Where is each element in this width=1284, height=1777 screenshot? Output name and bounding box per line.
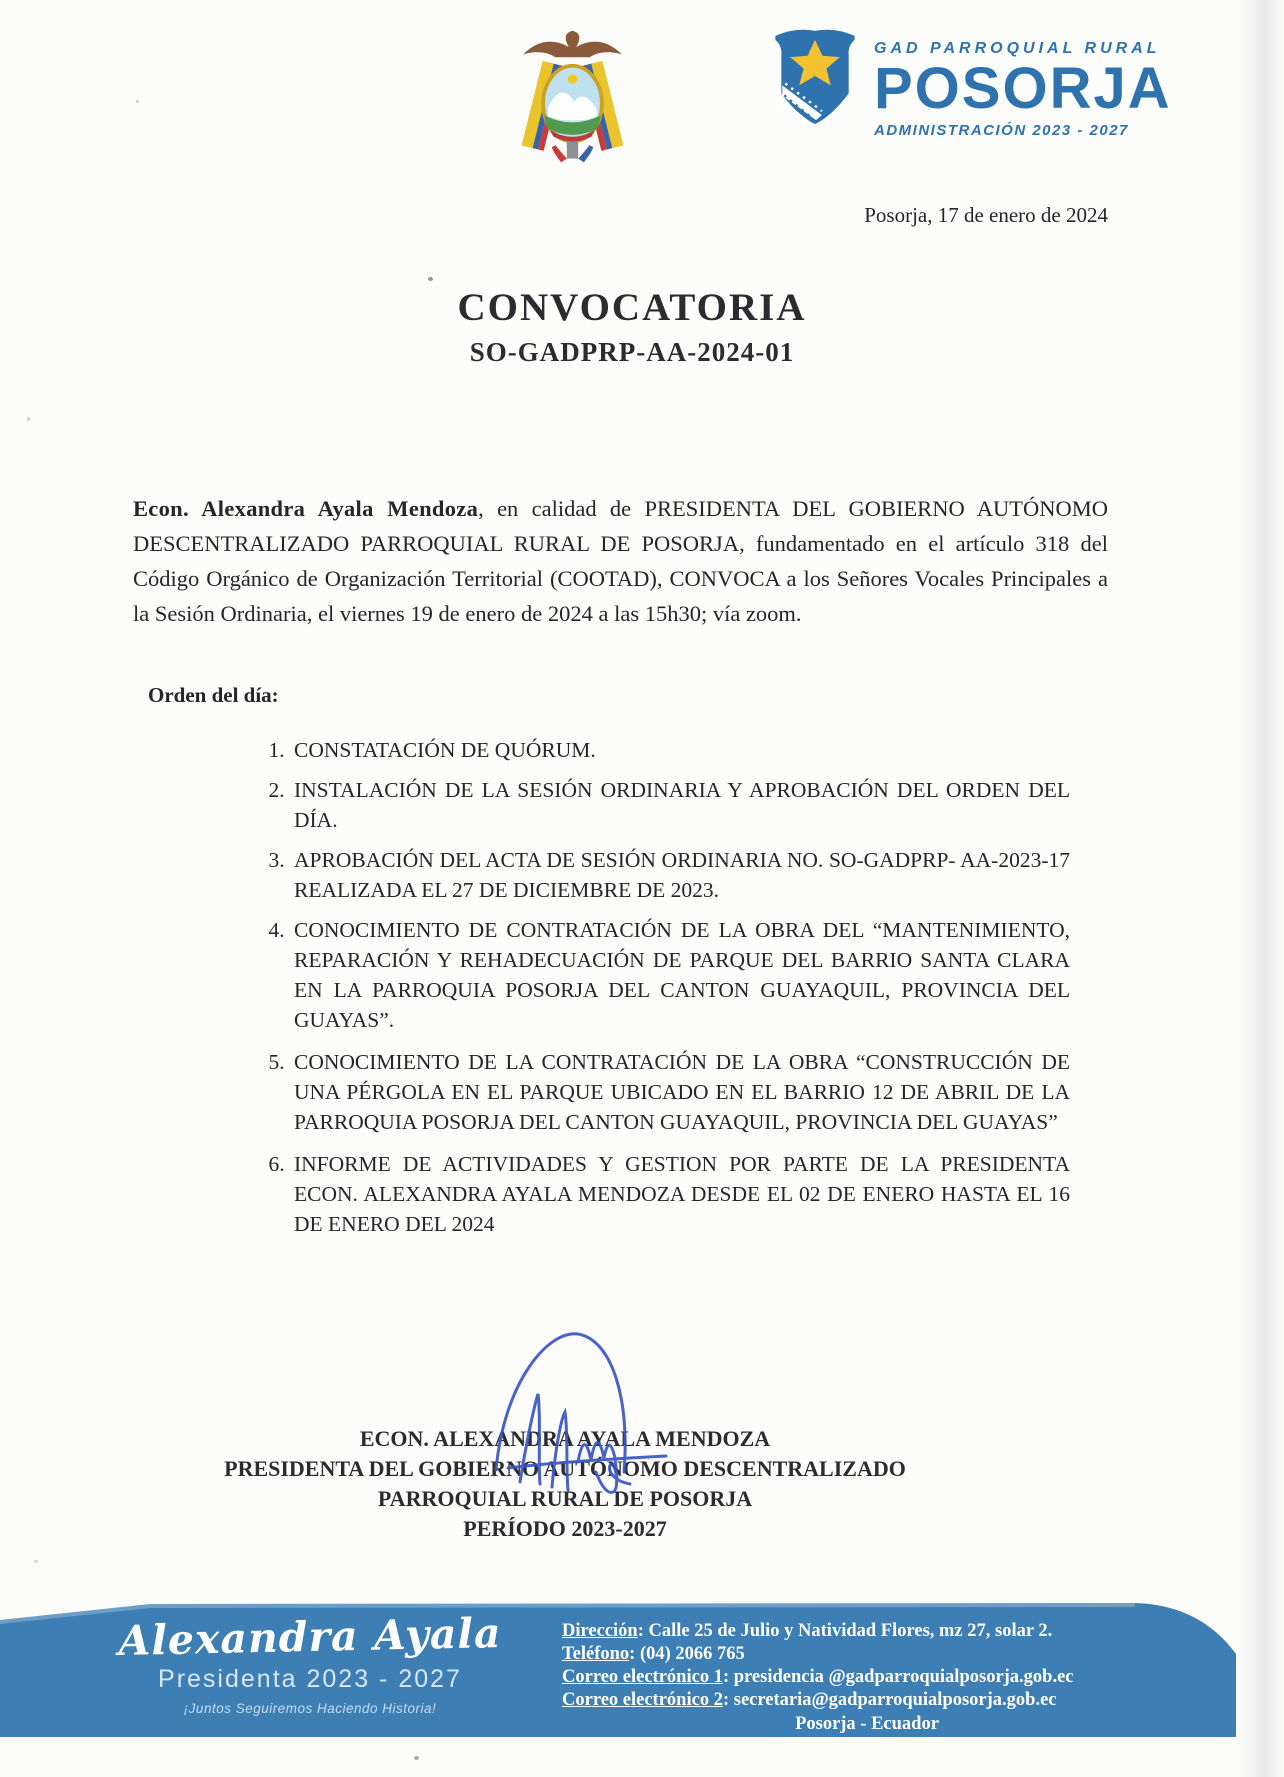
date-line: Posorja, 17 de enero de 2024 — [864, 203, 1108, 227]
posorja-logo-text — [874, 24, 1172, 139]
contact-value: : presidencia @gadparroquialposorja.gob.ec — [722, 1667, 1074, 1687]
footer-identity — [92, 1608, 528, 1716]
page-edge-shadow — [1238, 0, 1284, 1777]
posorja-shield-icon — [770, 24, 860, 128]
signatory-period: PERÍODO 2023-2027 — [463, 1516, 667, 1541]
footer-location: Posorja - Ecuador — [795, 1714, 939, 1734]
footer-contact-info — [562, 1620, 1172, 1736]
intro-signer-name: Econ. Alexandra Ayala Mendoza — [133, 495, 479, 521]
posorja-logo — [770, 24, 1172, 139]
contact-row-telefono — [562, 1643, 1172, 1666]
footer-president-name: Alexandra Ayala — [117, 1608, 503, 1666]
agenda-item-6: 6. INFORME DE ACTIVIDADES Y GESTION POR PARTE DE LA PRESIDENTA ECON. ALEXANDRA AYALA MENDOZA DESDE EL 02 DE ENERO HASTA EL 16 DE ENERO DEL 2024 — [290, 1149, 1070, 1239]
contact-value: : Calle 25 de Julio y Natividad Flores, mz 27, solar 2. — [637, 1621, 1053, 1641]
contact-label: Correo electrónico 2 — [562, 1690, 723, 1710]
contact-label: Teléfono — [562, 1644, 630, 1664]
title-block — [0, 285, 1264, 368]
scan-speck — [27, 417, 30, 421]
document-reference: SO-GADPRP-AA-2024-01 — [469, 337, 795, 367]
logo-gad-line: GAD PARROQUIAL RURAL — [874, 40, 1161, 57]
footer-tagline: ¡Juntos Seguiremos Haciendo Historia! — [183, 1701, 437, 1716]
signature-scribble-icon — [478, 1322, 683, 1502]
agenda-item-2: 2. INSTALACIÓN DE LA SESIÓN ORDINARIA Y APROBACIÓN DEL ORDEN DEL DÍA. — [290, 775, 1070, 835]
contact-value: : (04) 2066 765 — [629, 1644, 745, 1664]
intro-body-text: , en calidad de PRESIDENTA DEL GOBIERNO AUTÓNOMO DESCENTRALIZADO PARROQUIAL RURAL DE POSORJA, fundamentado en el artículo 318 del Código Orgánico de Organización Territorial (COOTAD), CONVOCA a los Señores Vocales Principales a la Sesión Ordinaria, el viernes 19 de enero de 2024 a las 15h30; vía zoom. — [133, 495, 1109, 626]
logo-administracion-line: ADMINISTRACIÓN 2023 - 2027 — [874, 122, 1129, 139]
agenda-item-5: 5. CONOCIMIENTO DE LA CONTRATACIÓN DE LA OBRA “CONSTRUCCIÓN DE UNA PÉRGOLA EN EL PARQUE UBICADO EN EL BARRIO 12 DE ABRIL DE LA PARROQUIA POSORJA DEL CANTON GUAYAQUIL, PROVINCIA DEL GUAYAS” — [290, 1047, 1070, 1137]
contact-row-correo1 — [562, 1666, 1172, 1689]
logo-posorja-wordmark: POSORJA — [874, 56, 1172, 121]
intro-paragraph — [133, 491, 1108, 631]
contact-value: : secretaria@gadparroquialposorja.gob.ec — [722, 1690, 1057, 1710]
signatory-name: ECON. ALEXANDRA AYALA MENDOZA — [359, 1426, 771, 1451]
ecuador-coat-of-arms-icon — [505, 26, 640, 168]
scan-speck — [136, 100, 139, 103]
agenda-item-1: 1. CONSTATACIÓN DE QUÓRUM. — [290, 735, 1070, 765]
contact-label: Correo electrónico 1 — [562, 1667, 723, 1687]
scan-speck — [34, 1560, 38, 1563]
document-title: CONVOCATORIA — [457, 286, 807, 329]
contact-row-correo2 — [562, 1689, 1172, 1712]
contact-label: Dirección — [562, 1621, 638, 1641]
agenda-item-4: 4. CONOCIMIENTO DE CONTRATACIÓN DE LA OBRA DEL “MANTENIMIENTO, REPARACIÓN Y REHADECUACIÓN DE PARQUE DEL BARRIO SANTA CLARA EN LA PARROQUIA POSORJA DEL CANTON GUAYAQUIL, PROVINCIA DEL GUAYAS”. — [290, 915, 1070, 1035]
scan-speck — [428, 277, 433, 281]
footer-president-role: Presidenta 2023 - 2027 — [158, 1665, 462, 1693]
signatory-title-line1: PRESIDENTA DEL GOBIERNO AUTÓNOMO DESCENTRALIZADO — [224, 1456, 906, 1481]
agenda-list — [252, 735, 1070, 1249]
agenda-item-3: 3. APROBACIÓN DEL ACTA DE SESIÓN ORDINARIA NO. SO-GADPRP- AA-2023-17 REALIZADA EL 27 DE DICIEMBRE DE 2023. — [290, 845, 1070, 905]
agenda-heading: Orden del día: — [148, 683, 279, 707]
signatory-title-line2: PARROQUIAL RURAL DE POSORJA — [377, 1486, 753, 1511]
contact-row-direccion — [562, 1620, 1172, 1643]
